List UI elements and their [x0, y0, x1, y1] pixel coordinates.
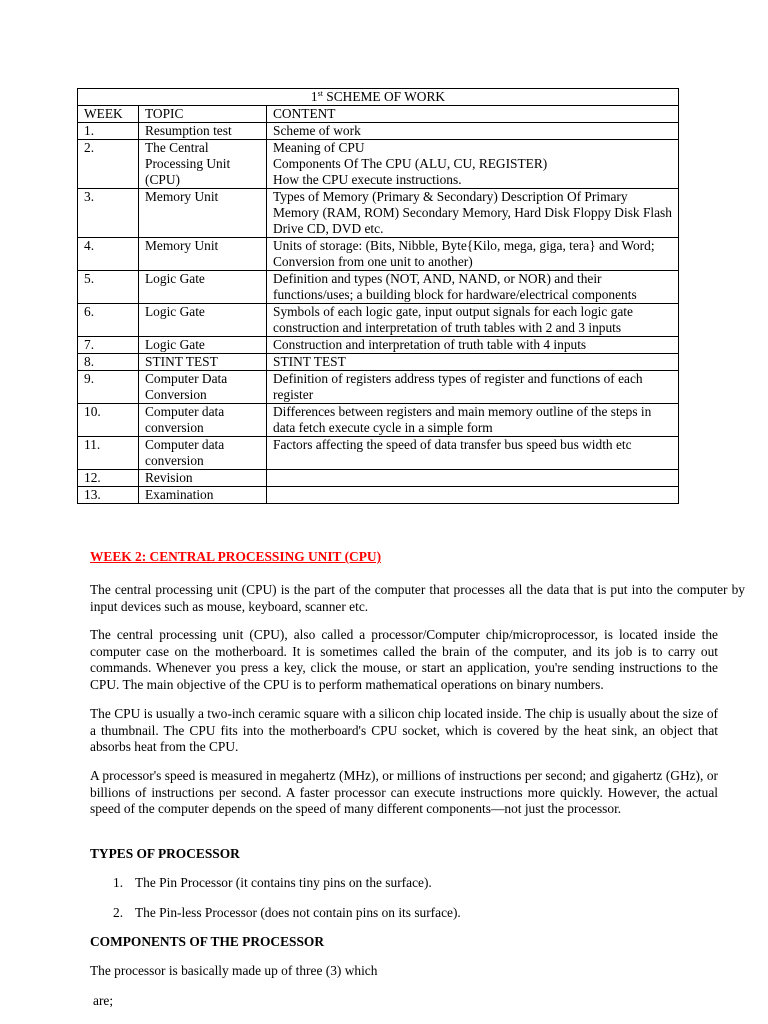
components-heading: COMPONENTS OF THE PROCESSOR	[90, 934, 324, 949]
paragraph: The central processing unit (CPU) is the part of the computer that processes all the data that is put into the computer by input devices such as mouse, keyboard, scanner etc.	[90, 582, 745, 614]
table-header-row	[78, 106, 679, 123]
table-row	[78, 337, 679, 354]
cell-week: 13.	[78, 487, 139, 504]
cell-week: 9.	[78, 371, 139, 404]
table-row	[78, 189, 679, 238]
table-title-row	[78, 89, 679, 106]
cell-week: 1.	[78, 123, 139, 140]
cell-content: Symbols of each logic gate, input output signals for each logic gate construction and interpretation of truth tables with 2 and 3 inputs	[267, 304, 679, 337]
cell-topic: Resumption test	[139, 123, 267, 140]
cell-content	[267, 470, 679, 487]
cell-content: Definition and types (NOT, AND, NAND, or NOR) and their functions/uses; a building block for hardware/electrical components	[267, 271, 679, 304]
cell-content: Scheme of work	[267, 123, 679, 140]
cell-topic: Logic Gate	[139, 337, 267, 354]
cell-topic: Memory Unit	[139, 238, 267, 271]
table-row	[78, 140, 679, 189]
cell-content: Construction and interpretation of truth table with 4 inputs	[267, 337, 679, 354]
cell-content	[267, 487, 679, 504]
table-row	[78, 371, 679, 404]
header-week: WEEK	[78, 106, 139, 123]
section-heading: WEEK 2: CENTRAL PROCESSING UNIT (CPU)	[90, 549, 382, 564]
cell-topic: Computer Data Conversion	[139, 371, 267, 404]
header-topic: TOPIC	[139, 106, 267, 123]
table-row	[78, 271, 679, 304]
cell-content: Units of storage: (Bits, Nibble, Byte{Kilo, mega, giga, tera} and Word; Conversion from one unit to another)	[267, 238, 679, 271]
cell-week: 7.	[78, 337, 139, 354]
cell-week: 4.	[78, 238, 139, 271]
cell-topic: Computer data conversion	[139, 437, 267, 470]
cell-topic: The Central Processing Unit (CPU)	[139, 140, 267, 189]
cell-topic: Computer data conversion	[139, 404, 267, 437]
cell-topic: STINT TEST	[139, 354, 267, 371]
cell-week: 3.	[78, 189, 139, 238]
cell-content: Definition of registers address types of register and functions of each register	[267, 371, 679, 404]
cell-topic: Logic Gate	[139, 304, 267, 337]
cell-week: 12.	[78, 470, 139, 487]
cell-topic: Logic Gate	[139, 271, 267, 304]
cell-topic: Memory Unit	[139, 189, 267, 238]
table-title: 1st SCHEME OF WORK	[78, 89, 679, 106]
paragraph: A processor's speed is measured in megahertz (MHz), or millions of instructions per second; and gigahertz (GHz), or billions of instructions per second. A faster processor can execute instructions more quickly. However, the actual speed of the computer depends on the speed of many different components—not just the processor.	[90, 768, 718, 816]
table-row	[78, 470, 679, 487]
components-intro: The processor is basically made up of three (3) which	[90, 963, 378, 978]
cell-topic: Revision	[139, 470, 267, 487]
cell-topic: Examination	[139, 487, 267, 504]
table-row	[78, 238, 679, 271]
cell-week: 10.	[78, 404, 139, 437]
table-row	[78, 404, 679, 437]
table-row	[78, 437, 679, 470]
list-item: 1. The Pin Processor (it contains tiny pins on the surface).	[113, 875, 432, 890]
cell-week: 11.	[78, 437, 139, 470]
cell-week: 8.	[78, 354, 139, 371]
cell-week: 6.	[78, 304, 139, 337]
cell-content: Meaning of CPU Components Of The CPU (ALU, CU, REGISTER) How the CPU execute instructions.	[267, 140, 679, 189]
list-item: 2. The Pin-less Processor (does not contain pins on its surface).	[113, 905, 461, 920]
table-body	[78, 123, 679, 504]
paragraph: The central processing unit (CPU), also called a processor/Computer chip/microprocessor, is located inside the computer case on the motherboard. It is sometimes called the brain of the computer, and its job is to carry out commands. Whenever you press a key, click the mouse, or start an application, you're sending instructions to the CPU. The main objective of the CPU is to perform mathematical operations on binary numbers.	[90, 627, 718, 692]
table-row	[78, 487, 679, 504]
table-row	[78, 304, 679, 337]
types-heading: TYPES OF PROCESSOR	[90, 846, 240, 861]
cell-content: Factors affecting the speed of data transfer bus speed bus width etc	[267, 437, 679, 470]
cell-week: 5.	[78, 271, 139, 304]
cell-week: 2.	[78, 140, 139, 189]
cell-content: Differences between registers and main memory outline of the steps in data fetch execute cycle in a simple form	[267, 404, 679, 437]
components-cont: are;	[93, 993, 114, 1008]
cell-content: Types of Memory (Primary & Secondary) Description Of Primary Memory (RAM, ROM) Secondary Memory, Hard Disk Floppy Disk Flash Drive CD, DVD etc.	[267, 189, 679, 238]
cell-content: STINT TEST	[267, 354, 679, 371]
table-row	[78, 354, 679, 371]
header-content: CONTENT	[267, 106, 679, 123]
paragraph: The CPU is usually a two-inch ceramic square with a silicon chip located inside. The chip is usually about the size of a thumbnail. The CPU fits into the motherboard's CPU socket, which is covered by the heat sink, an object that absorbs heat from the CPU.	[90, 706, 718, 754]
scheme-of-work-table	[77, 88, 679, 504]
table-row	[78, 123, 679, 140]
